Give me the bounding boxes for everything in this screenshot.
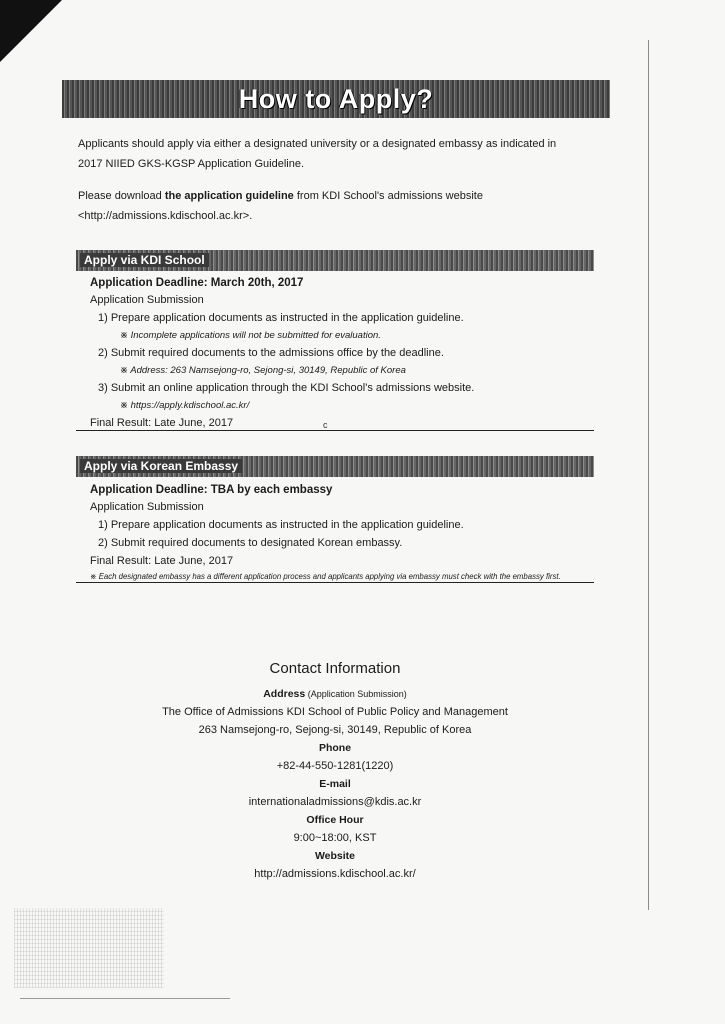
embassy-final-result: Final Result: Late June, 2017: [90, 555, 234, 567]
download-line: [78, 186, 598, 206]
kdi-final-result: Final Result: Late June, 2017: [90, 417, 234, 429]
embassy-step-1: 1) Prepare application documents as instructed in the application guideline.: [98, 519, 464, 531]
scan-smudge: [14, 908, 164, 988]
embassy-submission-heading: Application Submission: [90, 501, 204, 513]
website-label: Website: [314, 850, 356, 862]
embassy-step-2: 2) Submit required documents to designated Korean embassy.: [98, 537, 403, 549]
download-suffix: from KDI School's admissions website: [293, 190, 483, 202]
intro-paragraph: [78, 134, 598, 174]
kdi-submission-heading: Application Submission: [90, 294, 204, 306]
kdi-section-body: [90, 274, 595, 432]
scan-edge-line: [648, 40, 649, 910]
kdi-note-3: ※ https://apply.kdischool.ac.kr/: [120, 400, 250, 411]
address-label: Address: [263, 688, 306, 700]
phone-label: Phone: [318, 742, 352, 754]
office-hour-value: 9:00~18:00, KST: [293, 832, 377, 844]
address-line-2: 263 Namsejong-ro, Sejong-si, 30149, Republic of Korea: [198, 724, 472, 736]
phone-value: +82-44-550-1281(1220): [276, 760, 394, 772]
section-bar-embassy: [76, 456, 594, 477]
section-bar-kdi: [76, 250, 594, 271]
embassy-section-divider: [76, 582, 594, 583]
download-prefix: Please download: [78, 190, 165, 202]
embassy-deadline: Application Deadline: TBA by each embassy: [90, 484, 333, 496]
kdi-step-2: 2) Submit required documents to the admissions office by the deadline.: [98, 347, 444, 359]
scan-bottom-line: [20, 998, 230, 999]
section-title-embassy: Apply via Korean Embassy: [80, 459, 242, 473]
intro-line-1: Applicants should apply via either a designated university or a designated embassy as indicated in: [78, 138, 557, 150]
title-banner: [62, 80, 610, 118]
embassy-section-body: [90, 481, 595, 584]
download-url: <http://admissions.kdischool.ac.kr>.: [78, 210, 253, 222]
kdi-section-divider: [76, 430, 594, 431]
kdi-note-1: ※ Incomplete applications will not be submitted for evaluation.: [120, 330, 381, 341]
download-bold: the application guideline: [164, 190, 294, 202]
kdi-deadline: Application Deadline: March 20th, 2017: [90, 277, 304, 289]
address-sub-label: (Application Submission): [305, 689, 407, 699]
address-line-1: The Office of Admissions KDI School of Public Policy and Management: [162, 706, 508, 718]
stray-pen-mark: c: [323, 420, 328, 430]
scan-corner-mark: [0, 0, 62, 62]
email-label: E-mail: [319, 778, 351, 790]
embassy-note: ※ Each designated embassy has a different application process and applicants applying via embassy must check with the embassy first.: [90, 572, 561, 581]
contact-title: Contact Information: [269, 660, 401, 677]
kdi-step-3: 3) Submit an online application through the KDI School's admissions website.: [98, 382, 475, 394]
website-value: http://admissions.kdischool.ac.kr/: [254, 868, 416, 880]
office-hour-label: Office Hour: [306, 814, 364, 826]
contact-block: [150, 660, 520, 883]
page-title: How to Apply?: [238, 83, 434, 114]
kdi-note-2: ※ Address: 263 Namsejong-ro, Sejong-si, 30149, Republic of Korea: [120, 365, 406, 376]
intro-line-2: 2017 NIIED GKS-KGSP Application Guideline.: [78, 158, 305, 170]
download-paragraph: [78, 186, 598, 226]
email-value: internationaladmissions@kdis.ac.kr: [248, 796, 422, 808]
address-label-row: [150, 685, 520, 703]
section-title-kdi: Apply via KDI School: [80, 253, 209, 267]
kdi-step-1: 1) Prepare application documents as instructed in the application guideline.: [98, 312, 464, 324]
